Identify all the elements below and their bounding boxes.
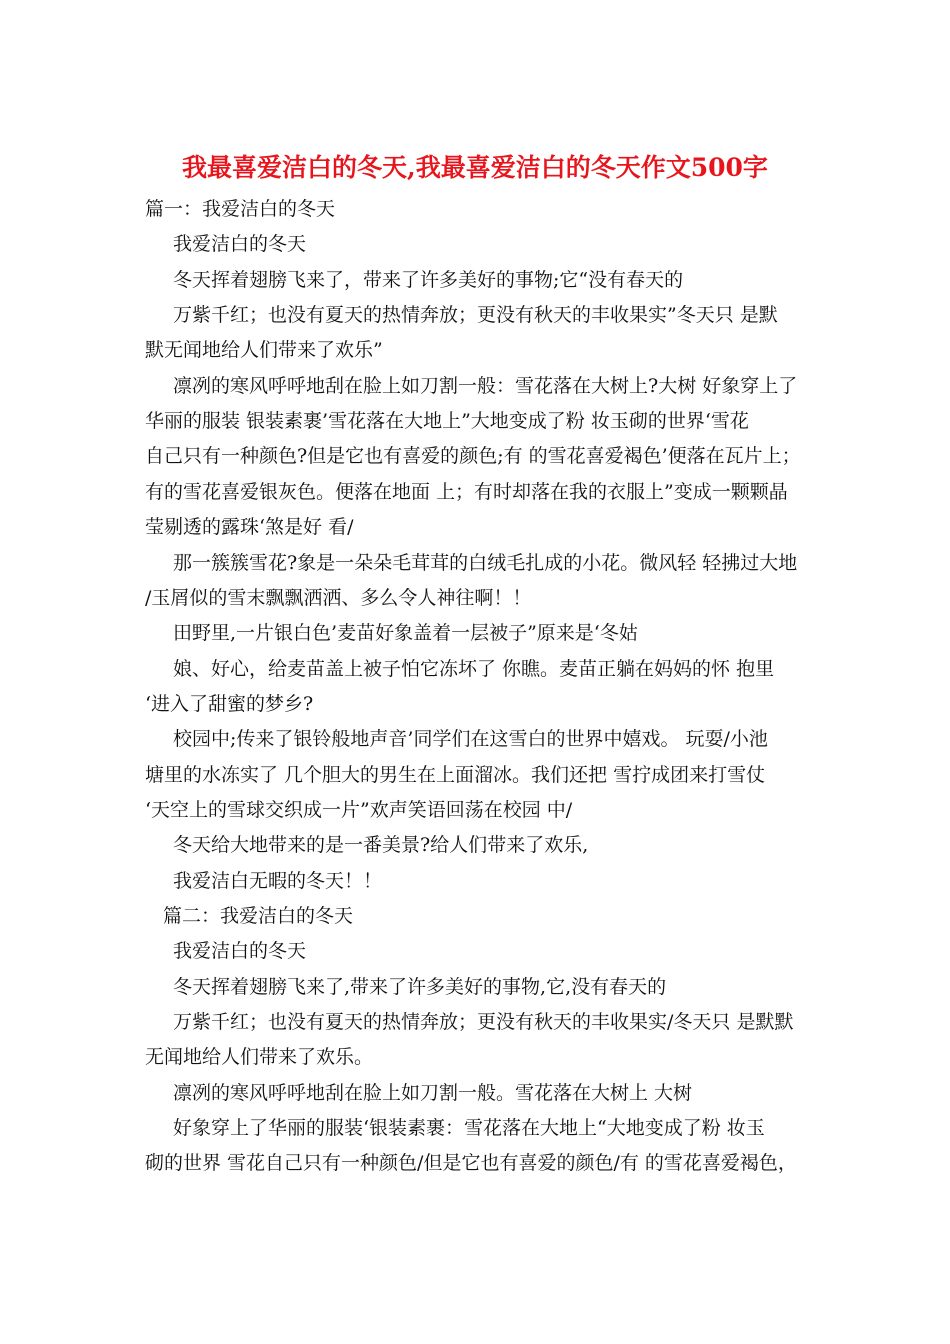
text-line: 我爱洁白的冬天 [173,233,307,255]
text-line: 凛冽的寒风呼呼地刮在脸上如刀割一般。雪花落在大树上 大树 [173,1082,693,1104]
text-line: 田野里,一片银白色’麦苗好象盖着一层被子”原来是‘冬姑 [173,622,638,644]
text-line: ‘进入了甜蜜的梦乡? [145,693,314,715]
text-line: 校园中;传来了银铃般地声音’同学们在这雪白的世界中嬉戏。 玩耍/小池 [173,728,768,750]
text-line: 篇一：我爱洁白的冬天 [145,198,336,220]
text-line: 万紫千红；也没有夏天的热情奔放；更没有秋天的丰收果实”冬天只 是默 [173,304,778,326]
text-line: 冬天挥着翅膀飞来了，带来了许多美好的事物;它“没有春天的 [173,269,684,291]
text-line: 冬天挥着翅膀飞来了,带来了许多美好的事物,它,没有春天的 [173,976,667,998]
text-line: /玉屑似的雪末飘飘洒洒、多么令人神往啊！！ [145,587,532,609]
text-line: 娘、好心，给麦苗盖上被子怕它冻坏了 你瞧。麦苗正躺在妈妈的怀 抱里 [173,658,775,680]
text-line: 莹剔透的露珠‘煞是好 看/ [145,516,354,538]
text-line: 无闻地给人们带来了欢乐。 [145,1046,374,1068]
text-line: 那一簇簇雪花?象是一朵朵毛茸茸的白绒毛扎成的小花。微风轻 轻拂过大地 [173,552,798,574]
text-line: 砌的世界 雪花自己只有一种颜色/但是它也有喜爱的颜色/有 的雪花喜爱褐色， [145,1152,797,1174]
text-line: 默无闻地给人们带来了欢乐” [145,339,383,361]
text-line: 万紫千红；也没有夏天的热情奔放；更没有秋天的丰收果实/冬天只 是默默 [173,1011,794,1033]
text-line: 冬天给大地带来的是一番美景?给人们带来了欢乐, [173,834,589,856]
text-line: 有的雪花喜爱银灰色。便落在地面 上；有时却落在我的衣服上”变成一颗颗晶 [145,481,788,503]
text-line: 篇二：我爱洁白的冬天 [163,905,354,927]
text-line: ‘天空上的雪球交织成一片”欢声笑语回荡在校园 中/ [145,799,573,821]
text-line: 我爱洁白无暇的冬天！！ [173,870,383,892]
text-line: 凛冽的寒风呼呼地刮在脸上如刀割一般：雪花落在大树上?大树 好象穿上了 [173,375,798,397]
text-line: 自己只有一种颜色?但是它也有喜爱的颜色;有 的雪花喜爱褐色’便落在瓦片上； [145,445,801,467]
text-line: 好象穿上了华丽的服装‘银装素裹：雪花落在大地上“大地变成了粉 妆玉 [173,1117,765,1139]
text-line: 我爱洁白的冬天 [173,940,307,962]
document-title: 我最喜爱洁白的冬天,我最喜爱洁白的冬天作文500字 [182,153,768,182]
text-line: 塘里的水冻实了 几个胆大的男生在上面溜冰。我们还把 雪拧成团来打雪仗 [145,764,766,786]
text-line: 华丽的服装 银装素裹’雪花落在大地上”大地变成了粉 妆玉砌的世界‘雪花 [145,410,749,432]
